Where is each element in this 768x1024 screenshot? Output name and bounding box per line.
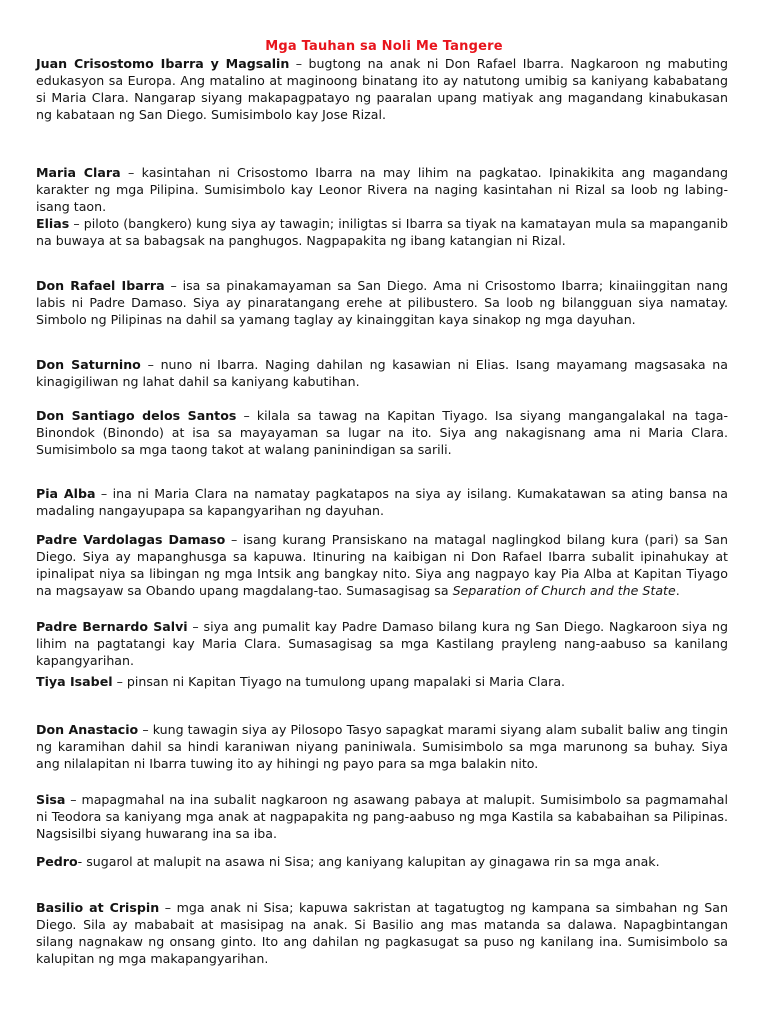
character-description: – kasintahan ni Crisostomo Ibarra na may lihim na pagkatao. Ipinakikita ang magandang karakter ng mga Pilipina. Sumisimbolo kay Leonor Rivera na naging kasintahan ni Rizal sa loob ng labing-isang taon. — [36, 165, 728, 214]
character-name: Pia Alba — [36, 486, 96, 501]
character-description: – mapagmahal na ina subalit nagkaroon ng asawang pabaya at malupit. Sumisimbolo sa pagmamahal ni Teodora sa kaniyang mga anak at nagpapakita ng pang-aabuso ng mga Kastila sa kababaihan sa Pilipinas. Nagsisilbi siyang huwarang ina sa iba. — [36, 792, 728, 841]
character-description: – siya ang pumalit kay Padre Damaso bilang kura ng San Diego. Nagkaroon siya ng lihim na pagtatangi kay Maria Clara. Sumasagisag sa mga Kastilang prayleng nang-aabuso sa kanilang kapangyarihan. — [36, 619, 728, 668]
character-entry-pedro — [36, 853, 728, 870]
character-name: Basilio at Crispin — [36, 900, 160, 915]
character-entry-don-saturnino — [36, 356, 728, 390]
character-entry-don-anastacio — [36, 721, 728, 772]
character-description: - sugarol at malupit na asawa ni Sisa; ang kaniyang kalupitan ay ginagawa rin sa mga anak. — [77, 854, 660, 869]
character-entry-elias — [36, 215, 728, 249]
character-entry-kapitan-tiyago — [36, 407, 728, 458]
character-name: Elias — [36, 216, 70, 231]
character-name: Don Santiago delos Santos — [36, 408, 237, 423]
character-description: – piloto (bangkero) kung siya ay tawagin; iniligtas si Ibarra sa tiyak na kamatayan mula sa mapanganib na buwaya at sa babagsak na panghugos. Nagpapakita ng ibang katangian ni Rizal. — [36, 216, 728, 248]
character-name: Maria Clara — [36, 165, 121, 180]
character-description: – kung tawagin siya ay Pilosopo Tasyo sapagkat marami siyang alam subalit baliw ang tingin ng karamihan dahil sa hindi karaniwan niyang paniniwala. Sumisimbolo sa mga marunong sa buhay. Siya ang nilalapitan ni Ibarra tuwing ito ay hihingi ng payo para sa mga balakin nito. — [36, 722, 728, 771]
character-description: – ina ni Maria Clara na namatay pagkatapos na siya ay isilang. Kumakatawan sa ating bansa na madaling nangayupapa sa kapangyarihan ng dayuhan. — [36, 486, 728, 518]
character-entry-maria-clara — [36, 164, 728, 215]
character-description: – pinsan ni Kapitan Tiyago na tumulong upang mapalaki si Maria Clara. — [112, 674, 566, 689]
character-entry-tiya-isabel — [36, 673, 644, 690]
character-entry-don-rafael — [36, 277, 728, 328]
character-entry-padre-salvi — [36, 618, 728, 669]
character-entry-padre-damaso — [36, 531, 728, 599]
character-entry-sisa — [36, 791, 728, 842]
character-description-tail: . — [675, 583, 680, 598]
character-description: – kilala sa tawag na Kapitan Tiyago. Isa siyang mangangalakal na taga-Binondok (Binondo) at isa sa mayayaman sa lugar na ito. Siya ang nakagisnang ama ni Maria Clara. Sumisimbolo sa mga taong takot at walang paninindigan sa sarili. — [36, 408, 728, 457]
character-entry-basilio-crispin — [36, 899, 728, 967]
character-emphasis: Separation of Church and the State — [452, 583, 676, 598]
character-name: Padre Bernardo Salvi — [36, 619, 188, 634]
character-name: Don Rafael Ibarra — [36, 278, 165, 293]
character-name: Pedro — [36, 854, 78, 869]
character-description: – nuno ni Ibarra. Naging dahilan ng kasawian ni Elias. Isang mayamang magsasaka na kinagigiliwan ng lahat dahil sa kaniyang kabutihan. — [36, 357, 728, 389]
character-name: Tiya Isabel — [36, 674, 113, 689]
character-name: Don Saturnino — [36, 357, 141, 372]
character-name: Padre Vardolagas Damaso — [36, 532, 226, 547]
character-name: Juan Crisostomo Ibarra y Magsalin — [36, 56, 290, 71]
character-description: – isang kurang Pransiskano na matagal naglingkod bilang kura (pari) sa San Diego. Siya ay mapanghusga sa kapuwa. Itinuring na kaibigan ni Don Rafael Ibarra subalit ipinahukay at ipinalipat niya sa libingan ng mga Intsik ang bangkay nito. Siya ang nagpayo kay Pia Alba at Kapitan Tiyago na magsayaw sa Obando upang magdalang-tao. Sumasagisag sa — [36, 532, 729, 598]
character-name: Sisa — [36, 792, 66, 807]
page-title: Mga Tauhan sa Noli Me Tangere — [265, 39, 503, 54]
character-description: – isa sa pinakamayaman sa San Diego. Ama ni Crisostomo Ibarra; kinaiinggitan nang labis ni Padre Damaso. Siya ay pinaratangang erehe at pilibustero. Sa loob ng bilangguan siya namatay. Simbolo ng Pilipinas na dahil sa yamang taglay ay kinainggitan kaya sinakop ng mga dayuhan. — [36, 278, 728, 327]
character-description: – mga anak ni Sisa; kapuwa sakristan at tagatugtog ng kampana sa simbahan ng San Diego. Sila ay mababait at masisipag na anak. Si Basilio ang mas matanda sa dalawa. Napagbintangan silang nagnakaw ng onsang ginto. Ito ang dahilan ng pagkasugat sa puso ng kanilang ina. Sumisimbolo sa kalupitan ng mga makapangyarihan. — [36, 900, 728, 966]
character-name: Don Anastacio — [36, 722, 139, 737]
character-entry-ibarra — [36, 55, 728, 123]
character-description: – bugtong na anak ni Don Rafael Ibarra. Nagkaroon ng mabuting edukasyon sa Europa. Ang matalino at maginoong binatang ito ay natutong umibig sa kaniyang kababatang si Maria Clara. Nangarap siyang makapagpatayo ng paaralan upang matiyak ang magandang kinabukasan ng kabataan ng San Diego. Sumisimbolo kay Jose Rizal. — [36, 56, 728, 122]
character-entry-pia-alba — [36, 485, 728, 519]
